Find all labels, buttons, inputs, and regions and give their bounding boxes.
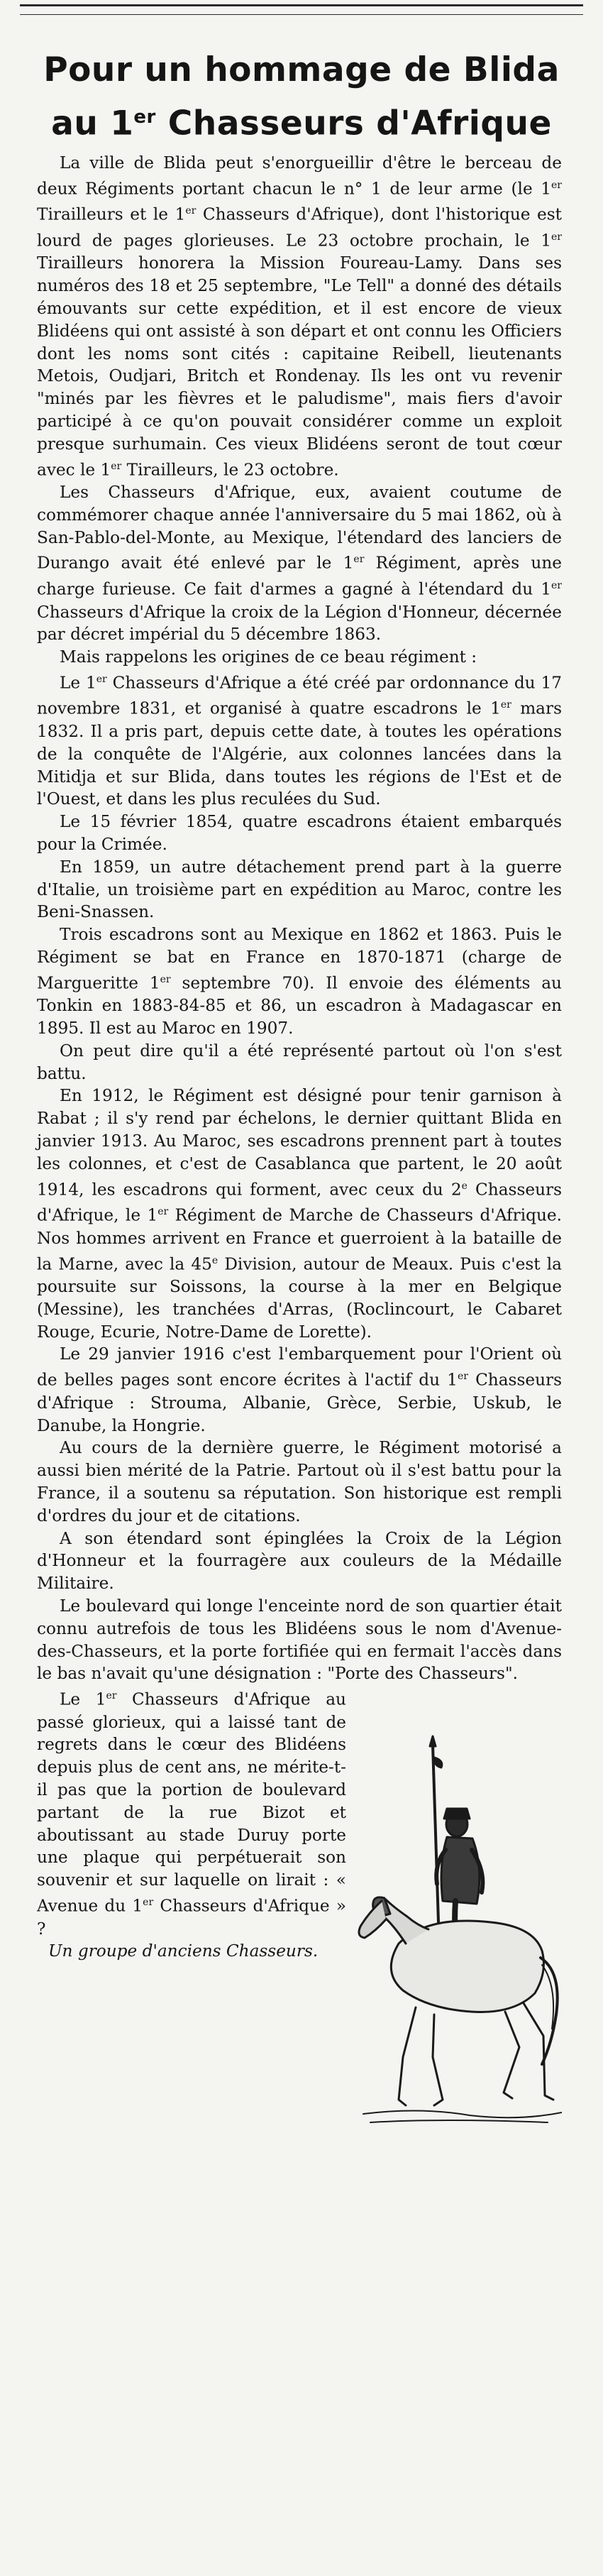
headline-line-2 [28, 94, 575, 148]
article-body [37, 152, 562, 2128]
headline-line-2-pre: au 1 [51, 104, 134, 143]
final-section [37, 1685, 562, 2128]
article-paragraph: Le boulevard qui longe l'enceinte nord de son quartier était connu autrefois de tous les Blidéens sous le nom d'Avenue-des-Chasseurs, et la porte fortifiée qui en fermait l'accès dans le bas n'avait qu'une désignation : "Porte des Chasseurs". [37, 1596, 562, 1684]
article-paragraphs [37, 152, 562, 1685]
article-paragraph: Mais rappelons les origines de ce beau régiment : [60, 647, 477, 667]
article-paragraph: En 1912, le Régiment est désigné pour tenir garnison à Rabat ; il s'y rend par échelons, le dernier quittant Blida en janvier 1913. Au Maroc, ses escadrons prennent part à toutes les colonnes, et c'est de Casablanca que partent, le 20 août 1914, les escadrons qui forment, avec ceux du 2e Chasseurs d'Afrique, le 1er Régiment de Marche de Chasseurs d'Afrique. Nos hommes arrivent en France et guerroient à la bataille de la Marne, avec la 45e Division, autour de Meaux. Puis c'est la poursuite sur Soissons, la course à la mer en Belgique (Messine), les tranchées d'Arras, (Roclincourt, le Cabaret Rouge, Ecurie, Notre-Dame de Lorette). [37, 1086, 562, 1342]
article-paragraph: En 1859, un autre détachement prend part à la guerre d'Italie, un troisième part en expédition au Maroc, contre les Beni-Snassen. [37, 857, 562, 922]
article-paragraph: Au cours de la dernière guerre, le Régiment motorisé a aussi bien mérité de la Patrie. Partout où il s'est battu pour la France, il a soutenu sa réputation. Son historique est rempli d'ordres du jour et de citations. [37, 1438, 562, 1525]
article-paragraph: Les Chasseurs d'Afrique, eux, avaient coutume de commémorer chaque année l'anniversaire du 5 mai 1862, où à San-Pablo-del-Monte, au Mexique, l'étendard des lanciers de Durango avait été enlevé par le 1er Régiment, après une charge furieuse. Ce fait d'armes a gagné à l'étendard du 1er Chasseurs d'Afrique la croix de la Légion d'Honneur, décernée par décret impérial du 5 décembre 1863. [37, 483, 562, 645]
headline-line-1: Pour un hommage de Blida [43, 50, 560, 89]
cavalry-horseman-illustration [356, 1731, 562, 2128]
top-thin-rule [20, 14, 583, 15]
article-paragraph: A son étendard sont épinglées la Croix de la Légion d'Honneur et la fourragère aux couleurs de la Médaille Militaire. [37, 1528, 562, 1594]
article-paragraph: Le 29 janvier 1916 c'est l'embarquement pour l'Orient où de belles pages sont encore écrites à l'actif du 1er Chasseurs d'Afrique : Strouma, Albanie, Grèce, Serbie, Uskub, le Danube, la Hongrie. [37, 1344, 563, 1435]
signature: Un groupe d'anciens Chasseurs. [48, 1941, 319, 1961]
article-paragraph: Le 1er Chasseurs d'Afrique a été créé par ordonnance du 17 novembre 1831, et organisé à quatre escadrons le 1er mars 1832. Il a pris part, depuis cette date, à toutes les opérations de la conquête de l'Algérie, aux colonnes lancées dans la Mitidja et sur Blida, dans toutes les régions de l'Est et de l'Ouest, et dans les plus reculées du Sud. [37, 673, 562, 809]
article-paragraph: Le 15 février 1854, quatre escadrons étaient embarqués pour la Crimée. [37, 812, 562, 854]
article-paragraph: La ville de Blida peut s'enorgueillir d'être le berceau de deux Régiments portant chacun le n° 1 de leur arme (le 1er Tirailleurs et le 1er Chasseurs d'Afrique), dont l'historique est lourd de pages glorieuses. Le 23 octobre prochain, le 1er Tirailleurs honorera la Mission Foureau-Lamy. Dans ses numéros des 18 et 25 septembre, "Le Tell" a donné des détails émouvants sur cette expédition, et il est encore de vieux Blidéens qui ont assisté à son départ et ont connu les Officiers dont les noms sont cités : capitaine Reibell, lieutenants Metois, Oudjari, Britch et Rondenay. Ils les ont vu revenir "minés par les fièvres et le paludisme", mais fiers d'avoir participé à ce qu'on pouvait considérer comme un exploit presque surhumain. Ces vieux Blidéens seront de tout cœur avec le 1er Tirailleurs, le 23 octobre. [37, 153, 562, 480]
top-rule [20, 4, 583, 6]
headline-line-2-sup: er [133, 106, 156, 128]
article-headline [28, 47, 575, 148]
horseman-drawing [356, 1731, 562, 2128]
final-paragraph: Le 1er Chasseurs d'Afrique au passé glorieux, qui a laissé tant de regrets dans le cœur des Blidéens depuis plus de cent ans, ne mérite-t-il pas que la portion de boulevard partant de la rue Bizot et aboutissant au stade Duruy porte une plaque qui perpétuerait son souvenir et sur laquelle on lirait : « Avenue du 1er Chasseurs d'Afrique » ? [37, 1689, 346, 1939]
headline-line-2-post: Chasseurs d'Afrique [155, 104, 552, 143]
article-paragraph: Trois escadrons sont au Mexique en 1862 et 1863. Puis le Régiment se bat en France en 1870-1871 (charge de Margueritte 1er septembre 70). Il envoie des éléments au Tonkin en 1883-84-85 et 86, un escadron à Madagascar en 1895. Il est au Maroc en 1907. [37, 925, 562, 1038]
article-paragraph: On peut dire qu'il a été représenté partout où l'on s'est battu. [37, 1041, 562, 1083]
